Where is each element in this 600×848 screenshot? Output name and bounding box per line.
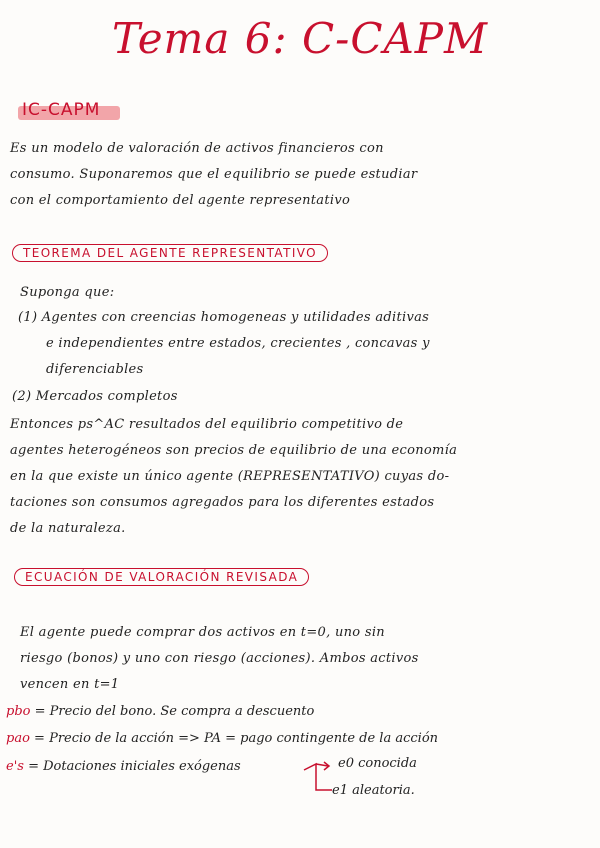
body-line: agentes heterogéneos son precios de equilibrio de una economía	[10, 443, 458, 458]
section-heading-text: IC-CAPM	[22, 100, 101, 120]
equation-body	[20, 620, 600, 698]
intro-line: Es un modelo de valoración de activos financieros con	[10, 141, 384, 156]
body-line: vencen en t=1	[20, 677, 120, 692]
intro-line: con el comportamiento del agente representativo	[10, 193, 351, 208]
section-heading-iccapm	[18, 100, 100, 120]
equation-heading: ECUACIÓN DE VALORACIÓN REVISADA	[14, 568, 309, 586]
theorem-item-2: (2) Mercados completos	[12, 389, 178, 404]
intro-line: consumo. Suponaremos que el equilibrio se puede estudiar	[10, 167, 418, 182]
definition-pbo	[6, 704, 314, 719]
body-line: en la que existe un único agente (REPRESENTATIVO) cuyas do-	[10, 469, 450, 484]
branch-random: e1 aleatoria.	[332, 783, 415, 798]
item-line: e independientes entre estados, crecientes , concavas y	[46, 336, 430, 351]
item-line: diferenciables	[46, 362, 144, 377]
definition-term: e's	[6, 759, 24, 774]
theorem-body	[10, 412, 590, 542]
definition-text: = Precio del bono. Se compra a descuento	[34, 704, 315, 719]
definition-term: pao	[6, 731, 30, 746]
definition-text: = Precio de la acción => PA = pago contingente de la acción	[34, 731, 439, 746]
theorem-suppose: Suponga que:	[20, 285, 115, 300]
item-line: (1) Agentes con creencias homogeneas y utilidades aditivas	[18, 310, 430, 325]
body-line: Entonces ps^AC resultados del equilibrio competitivo de	[10, 417, 404, 432]
intro-paragraph	[10, 136, 590, 214]
body-line: El agente puede comprar dos activos en t=0, uno sin	[20, 625, 385, 640]
body-line: de la naturaleza.	[10, 521, 126, 536]
definition-es	[6, 759, 241, 774]
body-line: riesgo (bonos) y uno con riesgo (acciones). Ambos activos	[20, 651, 419, 666]
branch-known: e0 conocida	[338, 756, 417, 771]
definition-text: = Dotaciones iniciales exógenas	[28, 759, 241, 774]
page-title: Tema 6: C-CAPM	[111, 14, 489, 63]
body-line: taciones son consumos agregados para los diferentes estados	[10, 495, 435, 510]
definition-term: pbo	[6, 704, 31, 719]
theorem-item-1	[18, 305, 598, 383]
definition-pao	[6, 731, 438, 746]
branch-arrow-icon	[302, 760, 336, 794]
theorem-heading: TEOREMA DEL AGENTE REPRESENTATIVO	[12, 244, 328, 262]
